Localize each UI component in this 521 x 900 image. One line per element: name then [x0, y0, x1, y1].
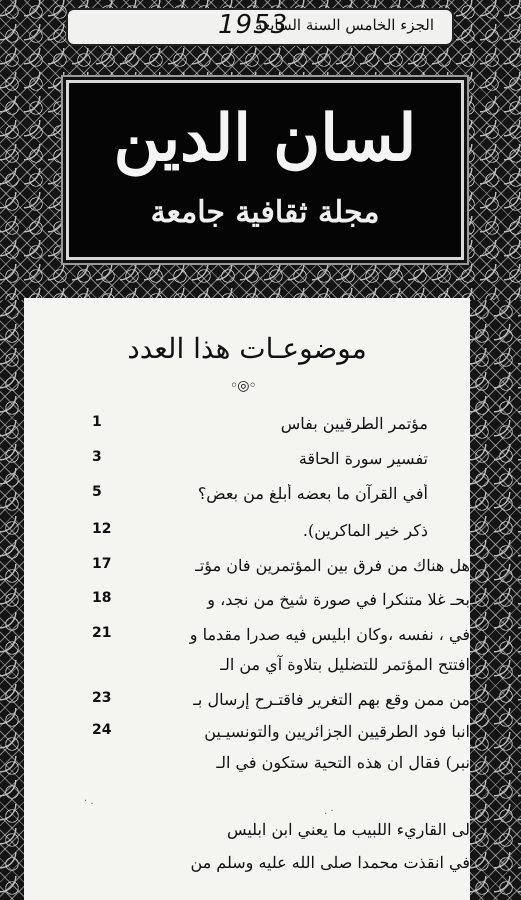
ornament-divider: ◦◎◦	[230, 378, 256, 394]
toc-page-number: 18	[92, 590, 112, 606]
toc-entry	[24, 414, 470, 438]
toc-title: انبا فود الطرقيين الجزائريين والتونسيـين	[204, 722, 470, 741]
toc-title: افتتح المؤتمر للتضليل بتلاوة آي من الـ	[220, 655, 470, 674]
print-speck: . ·	[324, 806, 334, 817]
toc-title: أفي القرآن ما بعضه أبلغ من بعض؟	[197, 484, 428, 503]
toc-page-number: 1	[92, 414, 102, 430]
toc-title: ذكر خير الماكرين).	[302, 521, 428, 540]
ornamental-left-border	[0, 300, 24, 900]
toc-title: بحـ غلا متنكرا في صورة شيخ من نجد، و	[207, 590, 470, 609]
toc-entry	[24, 484, 470, 508]
body-text-line: في انقذت محمدا صلى الله عليه وسلم من	[190, 853, 470, 872]
toc-page-number: 23	[92, 690, 112, 706]
toc-entry	[24, 753, 470, 777]
toc-title: مؤتمر الطرقيين بفاس	[280, 414, 428, 433]
magazine-title-panel	[66, 80, 464, 260]
toc-page-number: 21	[92, 625, 112, 641]
contents-page	[24, 298, 470, 900]
magazine-title: لسان الدين	[113, 101, 417, 176]
toc-entry	[24, 590, 470, 614]
toc-heading: موضوعـات هذا العدد	[127, 332, 367, 365]
toc-entry	[24, 556, 470, 580]
toc-page-number: 3	[92, 449, 102, 465]
toc-entry	[24, 722, 470, 746]
issue-volume-text: الجزء الخامس السنة السابعة	[254, 16, 434, 34]
toc-entry	[24, 521, 470, 545]
toc-entry	[24, 655, 470, 679]
body-text-line: لى القاريء اللبيب ما يعني ابن ابليس	[226, 820, 470, 839]
toc-title: من ممن وقع بهم التغرير فاقتـرح إرسال بـ	[193, 690, 470, 709]
toc-page-number: 12	[92, 521, 112, 537]
magazine-subtitle: مجلة ثقافية جامعة	[150, 195, 380, 230]
ornamental-right-border	[470, 300, 521, 900]
toc-entry	[24, 625, 470, 649]
toc-title: في ، نفسه ،وكان ابليس فيه صدرا مقدما و	[189, 625, 470, 644]
issue-year: 1953	[218, 10, 289, 40]
issue-label-box	[66, 8, 454, 46]
toc-title: نبر) فقال ان هذه التحية ستكون في الـ	[216, 753, 470, 772]
toc-title: هل هناك من فرق بين المؤتمرين فان مؤتـ	[195, 556, 470, 575]
toc-entry	[24, 449, 470, 473]
toc-title: تفسير سورة الحاقة	[298, 449, 428, 468]
print-speck: · .	[84, 796, 94, 807]
toc-page-number: 24	[92, 722, 112, 738]
toc-page-number: 17	[92, 556, 112, 572]
toc-page-number: 5	[92, 484, 102, 500]
toc-entry	[24, 690, 470, 714]
